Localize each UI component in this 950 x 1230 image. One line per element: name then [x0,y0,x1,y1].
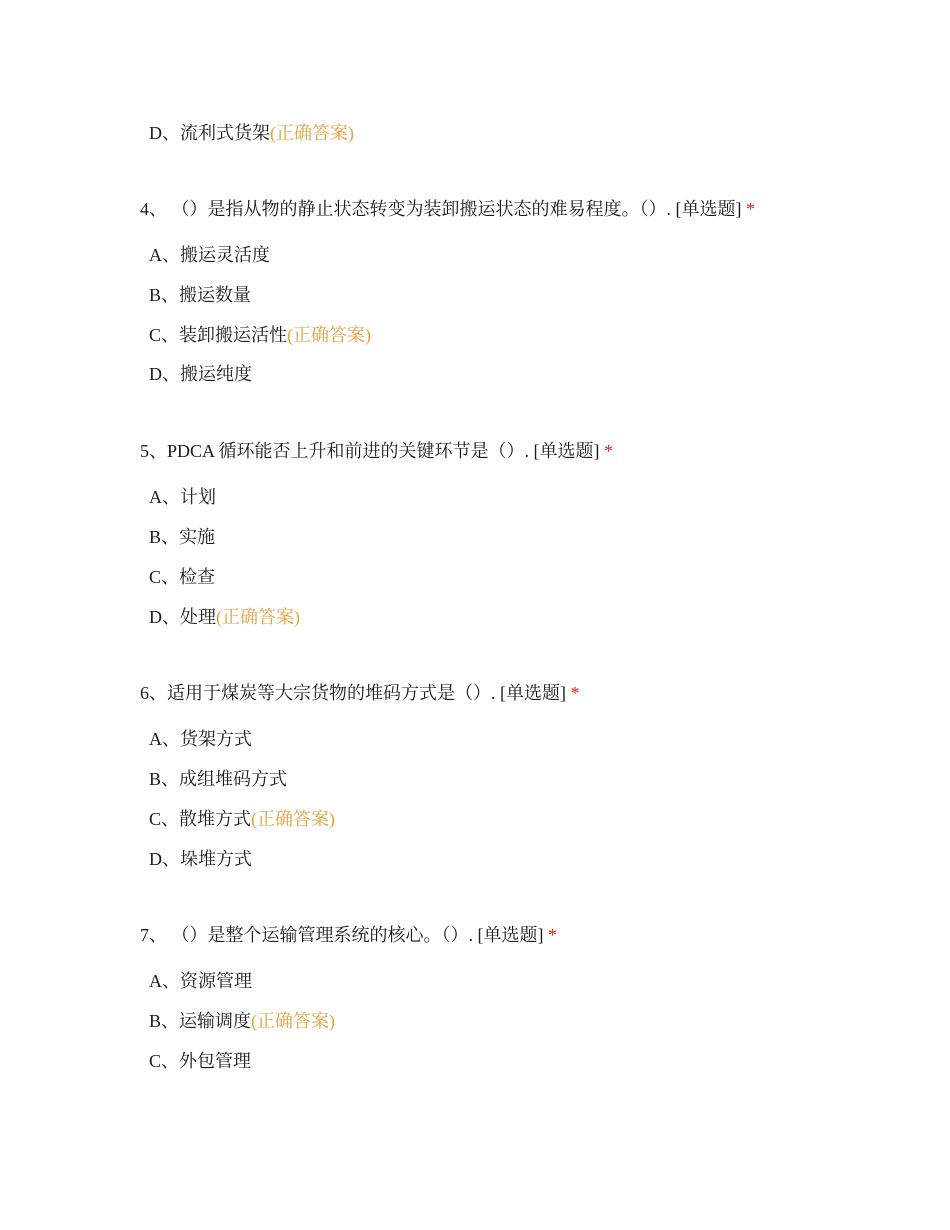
option-text: D、流利式货架 [149,123,270,143]
option-text: B、成组堆码方式 [149,769,288,789]
option-text: C、散堆方式 [149,809,252,829]
option-text: B、实施 [149,527,216,547]
option-item [149,121,354,145]
required-asterisk: * [548,925,557,945]
option-text: C、装卸搬运活性 [149,325,288,345]
correct-answer-tag: (正确答案) [270,123,354,143]
option-text: D、垛堆方式 [149,849,252,869]
option-text: C、外包管理 [149,1051,252,1071]
question-text: 6、适用于煤炭等大宗货物的堆码方式是（）. [单选题] [140,683,566,703]
option-text: D、处理 [149,607,216,627]
option-item [149,807,335,831]
option-item [149,847,252,871]
question-text: 4、 （）是指从物的静止状态转变为装卸搬运状态的难易程度。（）. [单选题] [140,199,742,219]
option-text: B、运输调度 [149,1011,252,1031]
option-text: A、货架方式 [149,729,252,749]
required-asterisk: * [604,441,614,461]
option-text: A、搬运灵活度 [149,245,270,265]
question-text: 7、 （）是整个运输管理系统的核心。（）. [单选题] [140,925,544,945]
option-item [149,969,252,993]
correct-answer-tag: (正确答案) [287,325,372,345]
option-item [149,1009,335,1033]
correct-answer-tag: (正确答案) [251,809,336,829]
question-stem [140,923,557,947]
option-text: C、检查 [149,567,216,587]
correct-answer-tag: (正确答案) [216,607,300,627]
question-text: 5、PDCA 循环能否上升和前进的关键环节是（）. [单选题] [140,441,600,461]
option-item [149,485,216,509]
option-item [149,525,215,549]
question-stem [140,681,580,705]
option-item [149,767,287,791]
option-item [149,565,215,589]
correct-answer-tag: (正确答案) [251,1011,336,1031]
option-text: B、搬运数量 [149,285,252,305]
option-item [149,1049,251,1073]
option-item [149,323,371,347]
option-item [149,283,251,307]
option-item [149,727,252,751]
option-text: A、资源管理 [149,971,252,991]
required-asterisk: * [570,683,580,703]
required-asterisk: * [746,199,755,219]
question-stem [140,439,613,463]
option-text: D、搬运纯度 [149,364,252,384]
option-item [149,605,300,629]
question-stem [140,197,755,221]
option-text: A、计划 [149,487,216,507]
option-item [149,243,270,267]
option-item [149,362,252,386]
